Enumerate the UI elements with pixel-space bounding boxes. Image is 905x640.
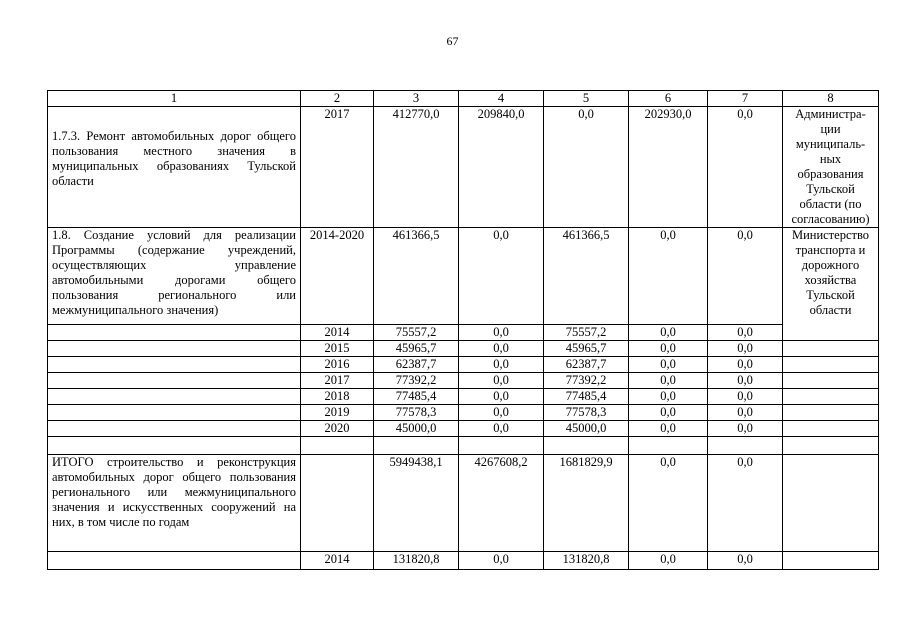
responsible-cell [783,455,879,552]
value-cell: 412770,0 [374,107,459,228]
value-cell: 0,0 [708,107,783,228]
empty-cell [48,341,301,357]
value-cell: 0,0 [708,373,783,389]
value-cell: 0,0 [629,373,708,389]
value-cell: 0,0 [708,357,783,373]
row-description: 1.8. Создание условий для реализации Программы (содержание учреждений, осуществляющих управление автомобильными дорогами общего пользования регионального или межмуниципального значения) [48,228,301,325]
empty-cell [783,341,879,357]
value-cell: 0,0 [629,405,708,421]
table-row-year [48,421,879,437]
empty-cell [374,437,459,455]
value-cell: 131820,8 [374,552,459,570]
responsible-cell: Администра-ции муниципаль-ных образования Тульской области (по согласованию) [783,107,879,228]
year-cell: 2015 [301,341,374,357]
value-cell: 0,0 [629,552,708,570]
value-cell: 62387,7 [374,357,459,373]
value-cell: 0,0 [629,389,708,405]
year-cell: 2020 [301,421,374,437]
value-cell: 461366,5 [544,228,629,325]
year-cell: 2018 [301,389,374,405]
value-cell: 77392,2 [544,373,629,389]
empty-cell [48,389,301,405]
table-row-year [48,341,879,357]
value-cell: 75557,2 [544,325,629,341]
empty-cell [783,552,879,570]
value-cell: 0,0 [459,389,544,405]
value-cell: 0,0 [629,455,708,552]
value-cell: 0,0 [459,421,544,437]
empty-cell [48,373,301,389]
table-row-total [48,455,879,552]
header-cell: 6 [629,91,708,107]
value-cell: 0,0 [708,421,783,437]
empty-cell [48,405,301,421]
empty-cell [783,357,879,373]
value-cell: 77578,3 [544,405,629,421]
page-number: 67 [446,34,459,48]
empty-cell [48,325,301,341]
value-cell: 1681829,9 [544,455,629,552]
value-cell: 75557,2 [374,325,459,341]
year-cell: 2017 [301,373,374,389]
empty-cell [783,421,879,437]
header-cell: 8 [783,91,879,107]
row-description: ИТОГО строительство и реконструкция автомобильных дорог общего пользования регионального или межмуниципального значения и искусственных сооружений на них, в том числе по годам [48,455,301,552]
table-row-year [48,373,879,389]
empty-cell [48,421,301,437]
table-row-1-8 [48,228,879,325]
value-cell: 4267608,2 [459,455,544,552]
empty-cell [301,437,374,455]
value-cell: 0,0 [708,325,783,341]
table-row-blank [48,437,879,455]
header-cell: 4 [459,91,544,107]
year-cell: 2019 [301,405,374,421]
table-row-year [48,325,879,341]
value-cell: 0,0 [708,455,783,552]
year-cell: 2014-2020 [301,228,374,325]
value-cell: 45000,0 [544,421,629,437]
empty-cell [783,373,879,389]
table-row-year [48,405,879,421]
empty-cell [708,437,783,455]
year-cell: 2017 [301,107,374,228]
row-description-text: 1.7.3. Ремонт автомобильных дорог общего пользования местного значения в муниципальных образованиях Тульской области [52,129,296,188]
table-row-total-year [48,552,879,570]
value-cell: 77485,4 [374,389,459,405]
empty-cell [544,437,629,455]
value-cell: 5949438,1 [374,455,459,552]
empty-cell [459,437,544,455]
year-cell: 2014 [301,325,374,341]
empty-cell [48,552,301,570]
value-cell: 0,0 [459,228,544,325]
empty-cell [48,437,301,455]
table-row-year [48,357,879,373]
empty-cell [783,437,879,455]
program-budget-table [47,90,879,570]
header-cell: 5 [544,91,629,107]
responsible-cell: Министерство транспорта и дорожного хозяйства Тульской области [783,228,879,341]
value-cell: 0,0 [708,341,783,357]
header-cell: 2 [301,91,374,107]
empty-cell [783,389,879,405]
value-cell: 0,0 [629,341,708,357]
value-cell: 77392,2 [374,373,459,389]
row-description [48,107,301,228]
value-cell: 131820,8 [544,552,629,570]
header-cell: 1 [48,91,301,107]
value-cell: 0,0 [459,373,544,389]
value-cell: 0,0 [544,107,629,228]
value-cell: 62387,7 [544,357,629,373]
value-cell: 0,0 [629,228,708,325]
header-row [48,91,879,107]
year-cell: 2014 [301,552,374,570]
table-row-1-7-3 [48,107,879,228]
value-cell: 0,0 [629,357,708,373]
header-cell: 3 [374,91,459,107]
value-cell: 45965,7 [374,341,459,357]
table-row-year [48,389,879,405]
value-cell: 77578,3 [374,405,459,421]
value-cell: 0,0 [629,325,708,341]
empty-cell [48,357,301,373]
year-cell: 2016 [301,357,374,373]
value-cell: 209840,0 [459,107,544,228]
value-cell: 0,0 [459,405,544,421]
value-cell: 0,0 [629,421,708,437]
empty-cell [629,437,708,455]
value-cell: 0,0 [708,552,783,570]
value-cell: 461366,5 [374,228,459,325]
value-cell: 45965,7 [544,341,629,357]
year-cell [301,455,374,552]
value-cell: 202930,0 [629,107,708,228]
value-cell: 0,0 [708,405,783,421]
value-cell: 0,0 [708,228,783,325]
value-cell: 0,0 [459,325,544,341]
empty-cell [783,405,879,421]
value-cell: 0,0 [459,552,544,570]
header-cell: 7 [708,91,783,107]
value-cell: 0,0 [708,389,783,405]
value-cell: 45000,0 [374,421,459,437]
value-cell: 77485,4 [544,389,629,405]
value-cell: 0,0 [459,357,544,373]
value-cell: 0,0 [459,341,544,357]
